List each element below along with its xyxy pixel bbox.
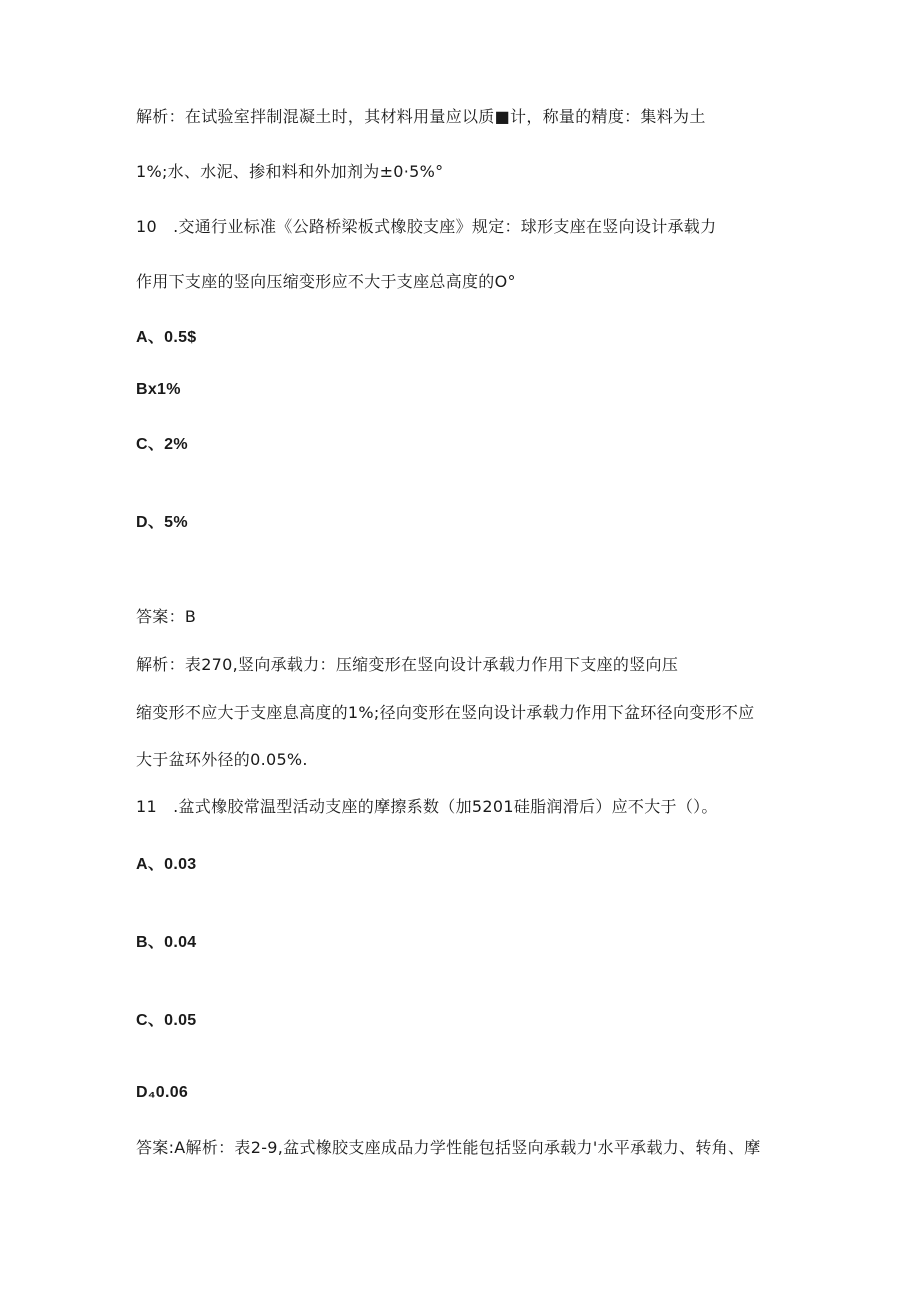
question-10-line-1: 10 .交通行业标准《公路桥梁板式橡胶支座》规定：球形支座在竖向设计承载力 <box>136 217 717 236</box>
q11-option-d: D₄0.06 <box>136 1084 189 1101</box>
q10-option-c: C、2% <box>136 436 188 453</box>
q10-option-b: Bx1% <box>136 381 181 398</box>
question-10-line-2: 作用下支座的竖向压缩变形应不大于支座总高度的O° <box>136 272 516 291</box>
q11-option-c: C、0.05 <box>136 1012 197 1029</box>
explanation-line-2: 1%;水、水泥、掺和料和外加剂为±0·5%° <box>136 162 444 181</box>
q10-explanation-line-2: 缩变形不应大于支座息高度的1%;径向变形在竖向设计承载力作用下盆环径向变形不应 <box>136 703 755 722</box>
q10-explanation-line-3: 大于盆环外径的0.05%. <box>136 750 308 769</box>
explanation-line-1: 解析：在试验室拌制混凝土时，其材料用量应以质■计，称量的精度：集料为土 <box>136 107 706 126</box>
q10-explanation-line-1: 解析：表270,竖向承载力：压缩变形在竖向设计承载力作用下支座的竖向压 <box>136 655 679 674</box>
question-11: 11 .盆式橡胶常温型活动支座的摩擦系数（加5201硅脂润滑后）应不大于（）。 <box>136 797 718 816</box>
q11-option-a: A、0.03 <box>136 856 197 873</box>
q11-answer-explanation: 答案:A解析：表2-9,盆式橡胶支座成品力学性能包括竖向承载力'水平承载力、转角、摩 <box>136 1138 761 1157</box>
q10-answer: 答案：B <box>136 607 197 626</box>
q10-option-d: D、5% <box>136 514 188 531</box>
q11-option-b: B、0.04 <box>136 934 197 951</box>
q10-option-a: A、0.5$ <box>136 329 197 346</box>
